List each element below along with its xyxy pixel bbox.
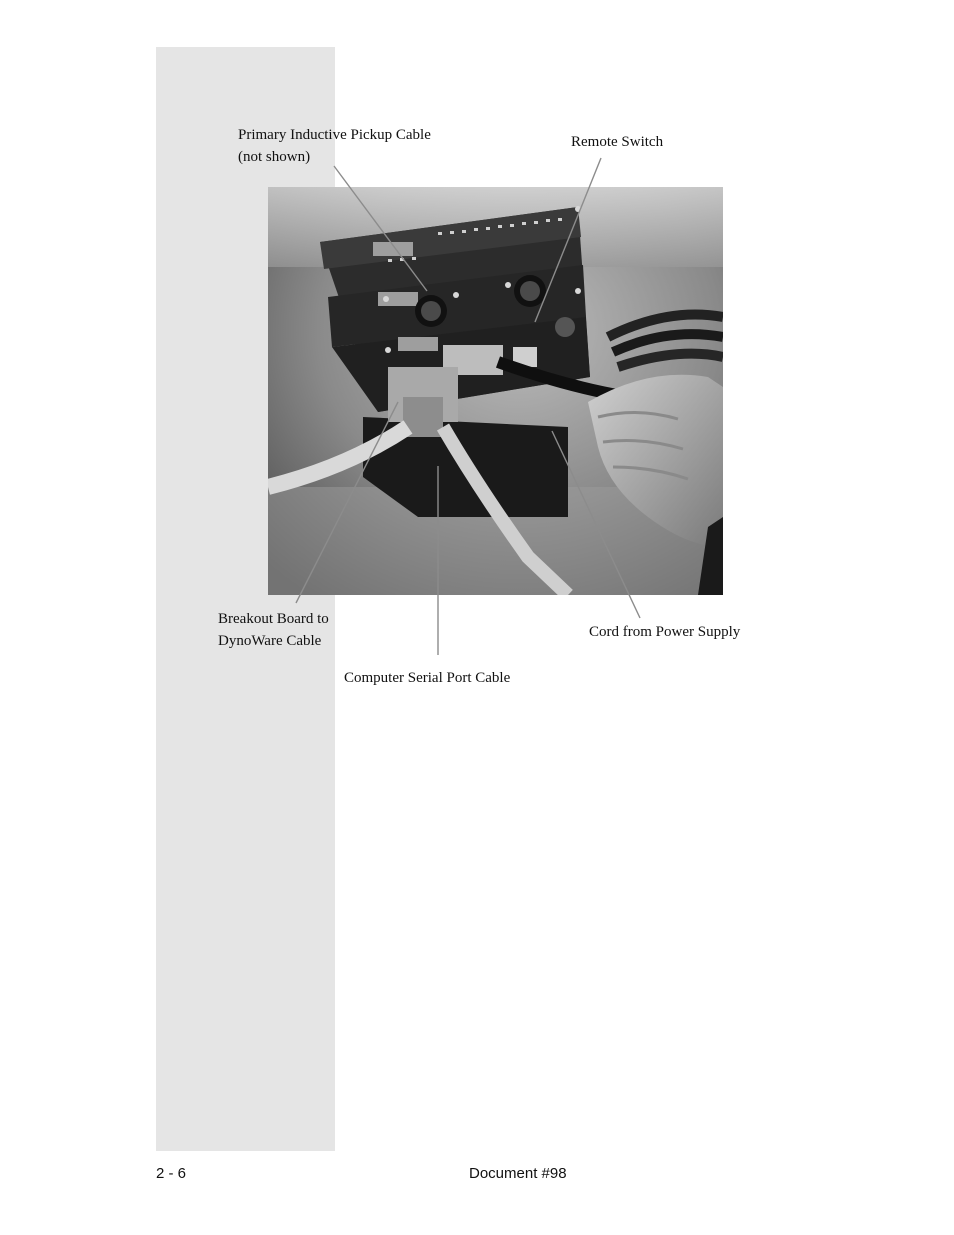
- callout-primary-pickup-line2: (not shown): [238, 149, 311, 165]
- callout-breakout-board: [218, 608, 329, 652]
- callout-breakout-line1: Breakout Board to: [218, 611, 329, 627]
- equipment-photo: [268, 187, 723, 595]
- callout-breakout-line2: DynoWare Cable: [218, 633, 322, 649]
- page-number: 2 - 6: [156, 1165, 187, 1182]
- document-id: Document #98: [469, 1165, 567, 1182]
- callout-primary-pickup: [238, 124, 431, 168]
- callout-primary-pickup-line1: Primary Inductive Pickup Cable: [238, 127, 431, 143]
- callout-serial-port: Computer Serial Port Cable: [344, 670, 511, 686]
- callout-power-supply: Cord from Power Supply: [589, 624, 741, 640]
- callout-remote-switch: Remote Switch: [571, 134, 664, 150]
